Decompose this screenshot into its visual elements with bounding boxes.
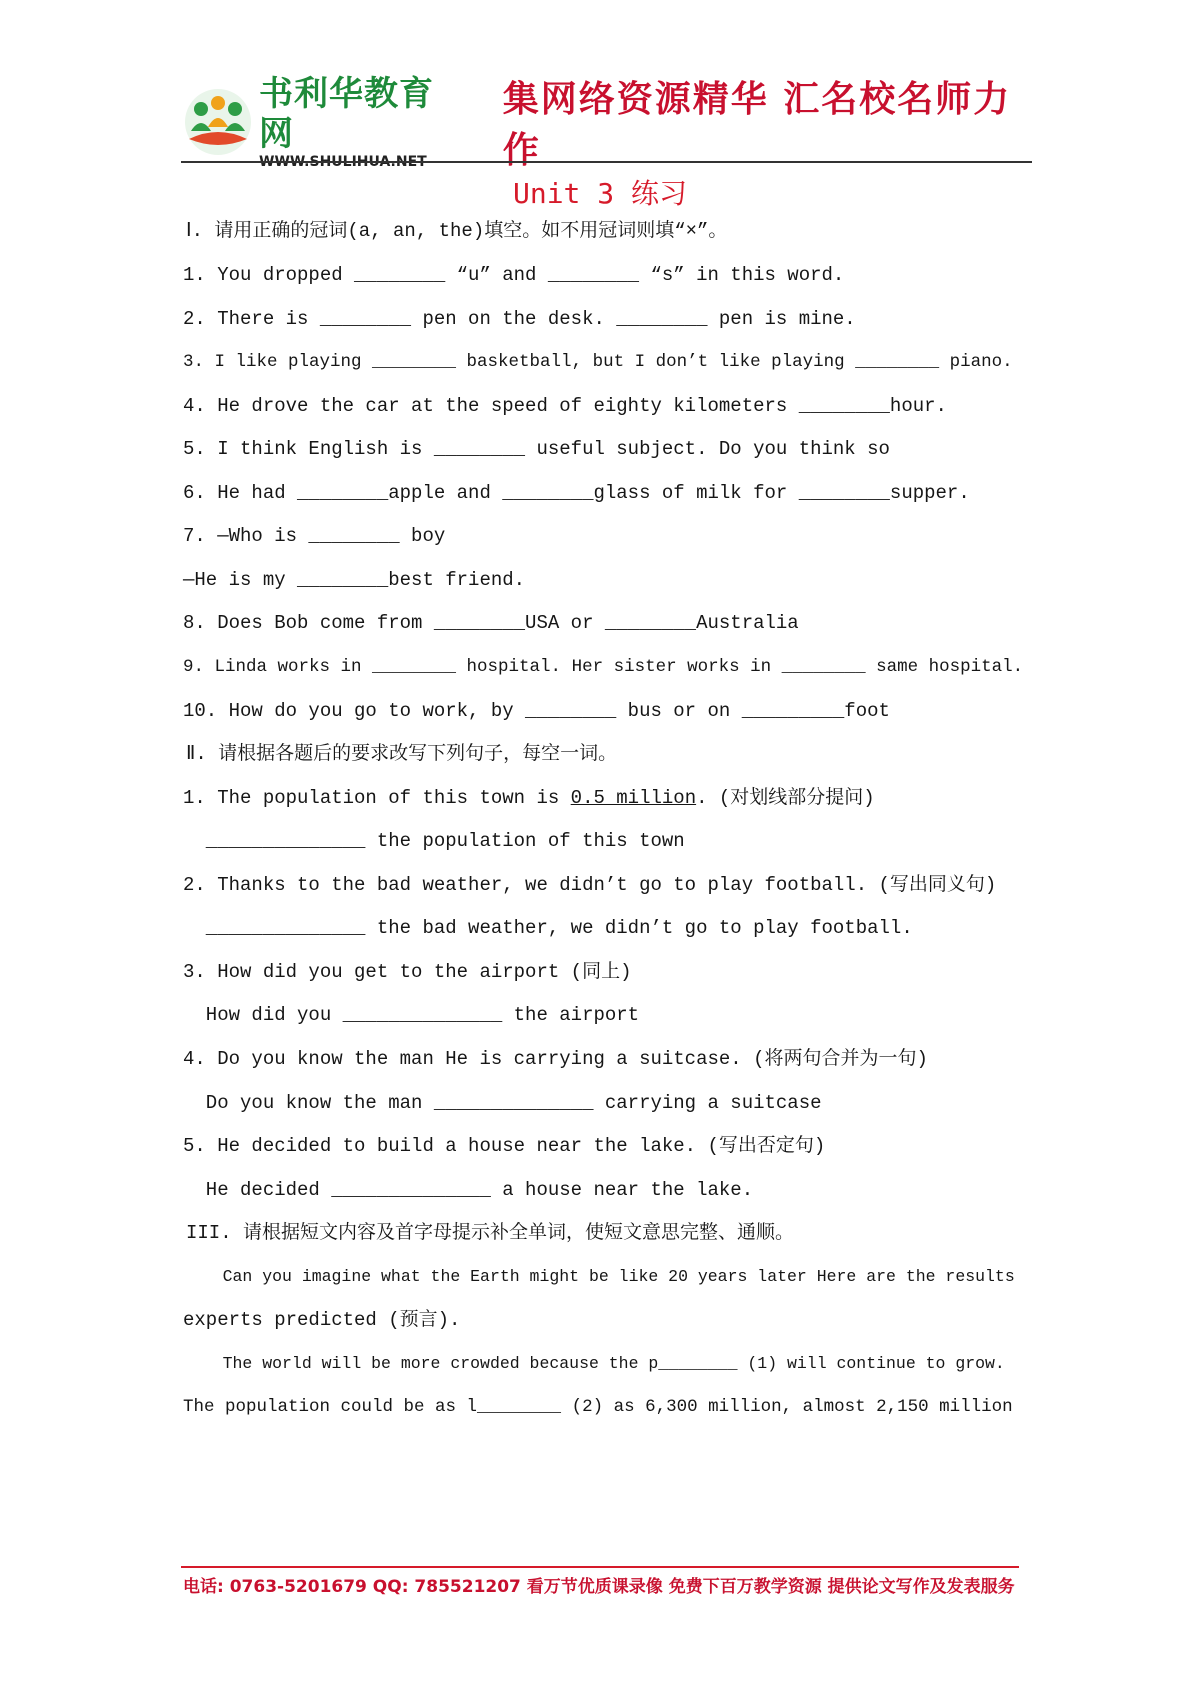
question-line: 3. I like playing ________ basketball, but I don’t like playing ________ piano.: [183, 352, 1013, 372]
section-3-heading: III. 请根据短文内容及首字母提示补全单词，使短文意思完整、通顺。: [186, 1222, 795, 1244]
passage-line: Can you imagine what the Earth might be like 20 years later Here are the results: [183, 1267, 1015, 1286]
footer-contact: 电话: 0763-5201679 QQ: 785521207 看万节优质课录像 免费下百万教学资源 提供论文写作及发表服务: [183, 1577, 1015, 1597]
answer-line: How did you ______________ the airport: [183, 1004, 640, 1026]
question-line: 3. How did you get to the airport (同上): [183, 961, 632, 983]
answer-line: Do you know the man ______________ carrying a suitcase: [183, 1092, 822, 1114]
question-line: 2. There is ________ pen on the desk. ________ pen is mine.: [183, 308, 856, 330]
question-line: 4. Do you know the man He is carrying a suitcase. (将两句合并为一句): [183, 1048, 928, 1070]
underlined-phrase: 0.5 million: [570, 787, 697, 809]
header-divider: [181, 161, 1032, 163]
question-line: 6. He had ________apple and ________glass of milk for ________supper.: [183, 482, 970, 504]
people-logo-icon: [183, 87, 253, 157]
header-banner: [183, 74, 1033, 171]
footer-divider: [181, 1566, 1019, 1568]
question-line: 5. He decided to build a house near the lake. (写出否定句): [183, 1135, 826, 1157]
question-line: 5. I think English is ________ useful subject. Do you think so: [183, 438, 890, 460]
logo-name: 书利华教育网: [259, 74, 434, 154]
question-line: 9. Linda works in ________ hospital. Her sister works in ________ same hospital.: [183, 657, 1024, 677]
answer-line: He decided ______________ a house near the lake.: [183, 1179, 754, 1201]
passage-line: The world will be more crowded because the p________ (1) will continue to grow.: [183, 1354, 1005, 1373]
answer-line: ______________ the bad weather, we didn’t go to play football.: [183, 917, 913, 939]
question-line: 4. He drove the car at the speed of eighty kilometers ________hour.: [183, 395, 947, 417]
answer-line: ______________ the population of this town: [183, 830, 685, 852]
page-title: Unit 3 练习: [512, 177, 687, 210]
question-line: —He is my ________best friend.: [183, 569, 526, 591]
logo-url: WWW.SHULIHUA.NET: [259, 154, 427, 170]
rewrite-question-1: 1. The population of this town is 0.5 million. (对划线部分提问): [183, 787, 875, 809]
question-line: 1. You dropped ________ “u” and ________ “s” in this word.: [183, 264, 845, 286]
header-slogan: 集网络资源精华 汇名校名师力作: [502, 79, 1012, 171]
section-1-heading: Ⅰ. 请用正确的冠词(a, an, the)填空。如不用冠词则填“×”。: [186, 220, 728, 242]
question-line: 7. —Who is ________ boy: [183, 525, 446, 547]
passage-line: The population could be as l________ (2) as 6,300 million, almost 2,150 million: [183, 1397, 1013, 1417]
question-line: 2. Thanks to the bad weather, we didn’t go to play football. (写出同义句): [183, 874, 997, 896]
question-line: 8. Does Bob come from ________USA or ________Australia: [183, 612, 799, 634]
section-2-heading: Ⅱ. 请根据各题后的要求改写下列句子，每空一词。: [186, 743, 618, 765]
question-line: 10. How do you go to work, by ________ bus or on _________foot: [183, 700, 890, 722]
passage-line: experts predicted (预言).: [183, 1309, 461, 1331]
